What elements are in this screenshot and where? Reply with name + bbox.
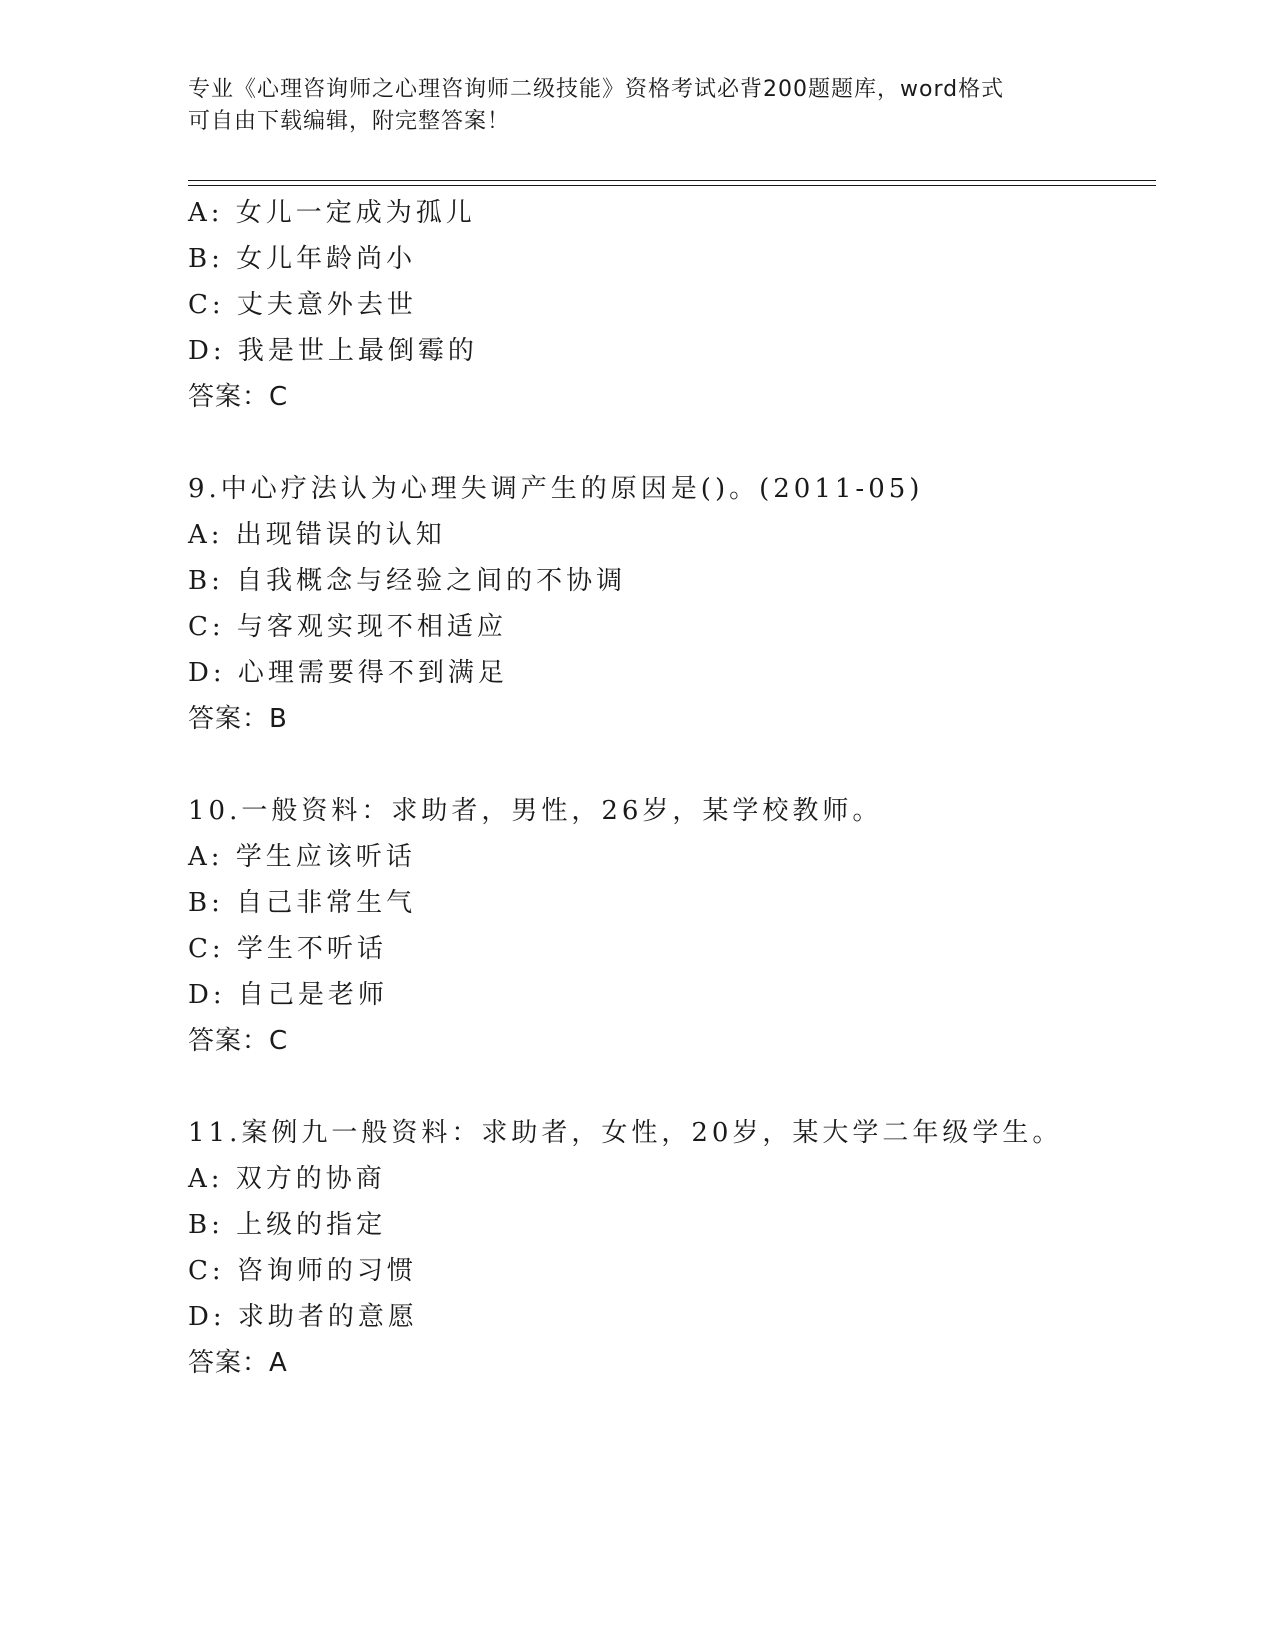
answer-line: 答案：C — [188, 1026, 289, 1056]
header-line-1: 专业《心理咨询师之心理咨询师二级技能》资格考试必背200题题库，word格式 — [188, 77, 1005, 102]
option-a: A: 出现错误的认知 — [188, 520, 446, 550]
option-b: B: 上级的指定 — [188, 1210, 387, 1240]
header-divider-top — [188, 180, 1156, 181]
question-block-9 — [188, 466, 1148, 742]
option-a: A: 学生应该听话 — [188, 842, 416, 872]
question-block-11 — [188, 1110, 1148, 1386]
option-a: A: 双方的协商 — [188, 1164, 386, 1194]
option-d: D: 求助者的意愿 — [188, 1302, 418, 1332]
header-divider-bottom — [188, 185, 1156, 186]
spacer — [188, 420, 1148, 466]
option-b: B: 自我概念与经验之间的不协调 — [188, 566, 627, 596]
answer-line: 答案：B — [188, 704, 288, 734]
spacer — [188, 1064, 1148, 1110]
option-c: C: 咨询师的习惯 — [188, 1256, 417, 1286]
option-c: C: 与客观实现不相适应 — [188, 612, 507, 642]
header-line-2: 可自由下载编辑，附完整答案！ — [188, 109, 511, 134]
document-header — [188, 74, 1088, 138]
question-block-partial — [188, 190, 1148, 420]
option-b: B: 女儿年龄尚小 — [188, 244, 417, 274]
question-stem: 9.中心疗法认为心理失调产生的原因是()。(2011-05) — [188, 474, 924, 504]
question-content — [188, 190, 1148, 1386]
question-block-10 — [188, 788, 1148, 1064]
option-d: D: 心理需要得不到满足 — [188, 658, 508, 688]
option-a: A: 女儿一定成为孤儿 — [188, 198, 476, 228]
spacer — [188, 742, 1148, 788]
option-b: B: 自己非常生气 — [188, 888, 417, 918]
option-c: C: 丈夫意外去世 — [188, 290, 417, 320]
question-stem: 10.一般资料：求助者，男性，26岁，某学校教师。 — [188, 796, 883, 826]
option-d: D: 我是世上最倒霉的 — [188, 336, 478, 366]
question-stem: 11.案例九一般资料：求助者，女性，20岁，某大学二年级学生。 — [188, 1118, 1063, 1148]
option-d: D: 自己是老师 — [188, 980, 388, 1010]
answer-line: 答案：C — [188, 382, 289, 412]
option-c: C: 学生不听话 — [188, 934, 387, 964]
answer-line: 答案：A — [188, 1348, 288, 1378]
